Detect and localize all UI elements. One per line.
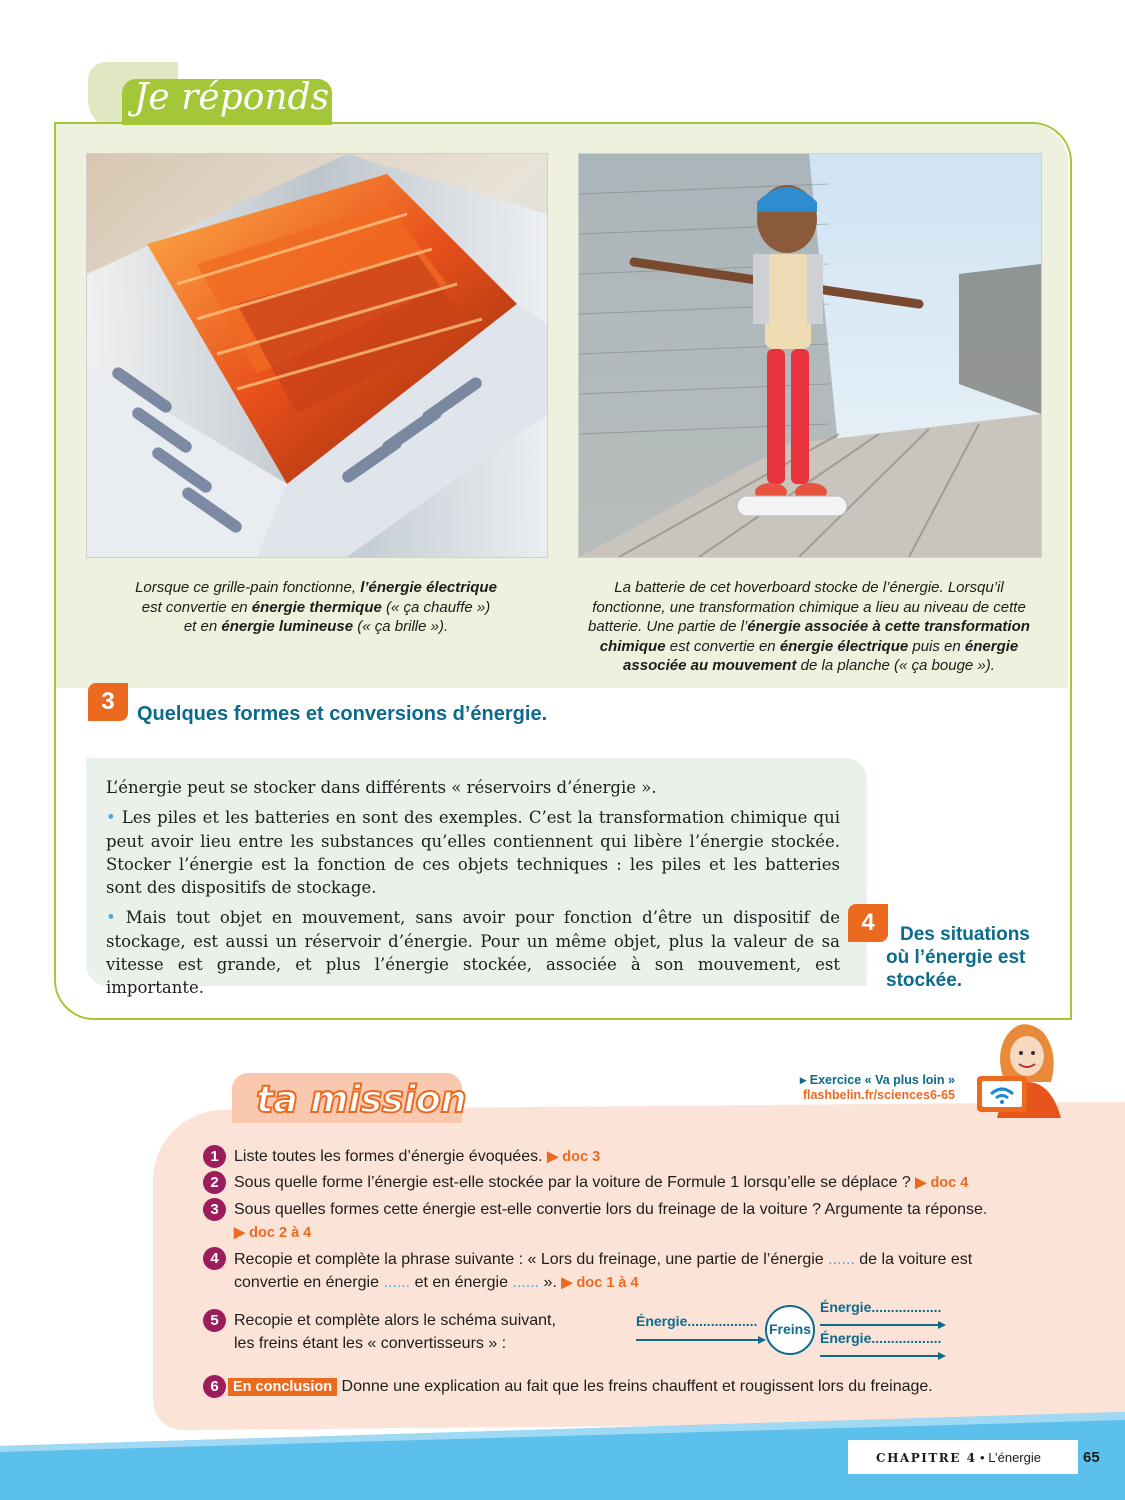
caption-emphasis: énergie lumineuse: [221, 618, 354, 635]
question-text: Sous quelles formes cette énergie est-elle convertie lors du freinage de la voiture ? Argumente ta réponse.: [234, 1201, 988, 1218]
question-4-number: 4: [203, 1247, 226, 1270]
doc-reference: ▶ doc 4: [915, 1175, 969, 1191]
question-text: et en énergie: [414, 1274, 508, 1291]
caption-text: est convertie en: [141, 598, 252, 616]
question-text: les freins étant les « convertisseurs » :: [234, 1335, 507, 1352]
caption-text: batterie. Une partie de l’: [588, 618, 748, 635]
diagram-label: Énergie: [820, 1299, 872, 1315]
question-text: Sous quelle forme l’énergie est-elle stockée par la voiture de Formule 1 lorsqu’elle se déplace ?: [234, 1174, 911, 1191]
diagram-output-2-label: [820, 1330, 941, 1346]
doc-4-title-line: où l’énergie est: [886, 947, 1026, 968]
doc-4-title-line: stockée.: [886, 970, 963, 991]
energy-diagram: [630, 1296, 960, 1368]
separator: •: [976, 1450, 989, 1465]
diagram-brakes-label: Freins: [768, 1321, 811, 1337]
chapter-label: CHAPITRE 4: [876, 1451, 977, 1465]
caption-text: de la planche (« ça bouge »).: [796, 657, 995, 674]
caption-emphasis: associée au mouvement: [623, 657, 797, 674]
doc-4-title-line: Des situations: [900, 924, 1030, 945]
caption-text: et en: [183, 618, 222, 635]
diagram-output-1-label: [820, 1299, 941, 1315]
doc-4-number: 4: [848, 904, 888, 942]
question-2: [234, 1171, 1054, 1195]
question-6: [228, 1375, 1058, 1399]
hoverboard-photo: [578, 153, 1042, 558]
caption-emphasis: énergie thermique: [251, 598, 382, 616]
blank-dots: ......: [383, 1274, 411, 1291]
question-text: Recopie et complète alors le schéma suivant,: [234, 1312, 556, 1329]
question-text: ».: [543, 1274, 557, 1291]
question-text: Recopie et complète la phrase suivante : « Lors du freinage, une partie de l’énergie: [234, 1251, 824, 1268]
blank-dots: ..................: [687, 1313, 758, 1329]
caption-text: (« ça brille »).: [353, 618, 449, 635]
caption-text: Lorsque ce grille-pain fonctionne,: [135, 579, 361, 596]
caption-emphasis: énergie électrique: [779, 637, 909, 655]
blank-dots: ......: [512, 1274, 540, 1291]
blank-dots: ......: [828, 1251, 855, 1268]
question-text: Liste toutes les formes d’énergie évoquées.: [234, 1148, 543, 1165]
caption-emphasis: énergie associée à cette transformation: [747, 618, 1030, 635]
question-1-number: 1: [203, 1145, 226, 1168]
question-2-number: 2: [203, 1171, 226, 1194]
question-5-number: 5: [203, 1309, 226, 1332]
conclusion-badge: En conclusion: [228, 1378, 337, 1396]
question-text: Donne une explication au fait que les freins chauffent et rougissent lors du freinage.: [341, 1378, 933, 1395]
caption-emphasis: énergie: [964, 637, 1019, 655]
doc-3-number: 3: [88, 683, 128, 721]
paragraph-text: Mais tout objet en mouvement, sans avoir pour fonction d’être un dispositif de stockage, est aussi un réservoir d’énergie. Pour un même objet, plus la valeur de sa vitesse est grande, et plus l’énergie stockée, associée à son mouvement, est importante.: [106, 908, 840, 998]
caption-text: puis en: [908, 637, 965, 655]
footer-chapter: [876, 1450, 1041, 1465]
caption-text: est convertie en: [665, 637, 780, 655]
blank-dots: ..................: [871, 1330, 942, 1346]
doc-reference: ▶ doc 3: [547, 1149, 601, 1165]
caption-emphasis: l’énergie électrique: [360, 579, 497, 596]
diagram-label: Énergie: [636, 1313, 688, 1329]
question-text: convertie en énergie: [234, 1274, 379, 1291]
caption-emphasis: chimique: [599, 637, 666, 655]
doc-reference: ▶ doc 1 à 4: [561, 1275, 639, 1291]
doc-3-paragraph-2: [106, 906, 840, 999]
hoverboard-caption: [572, 578, 1046, 676]
paragraph-text: Les piles et les batteries en sont des exemples. C’est la transformation chimique qui peut avoir lieu entre les substances qu’elles contiennent qui libère l’énergie stockée. Stocker l’énergie est la fonction de ces objets techniques : les piles et les batteries sont des dispositifs de stockage.: [106, 808, 840, 898]
chapter-topic: L’énergie: [988, 1450, 1041, 1465]
doc-4-title: [886, 923, 1030, 992]
toaster-caption: [86, 578, 546, 637]
question-4: [234, 1248, 1064, 1295]
diagram-input-label: [636, 1313, 757, 1329]
doc-3-title: Quelques formes et conversions d’énergie.: [137, 703, 548, 725]
diagram-label: Énergie: [820, 1330, 872, 1346]
question-1: [234, 1145, 1054, 1169]
caption-text: La batterie de cet hoverboard stocke de l’énergie. Lorsqu’il: [614, 579, 1004, 596]
doc-3-body: [106, 776, 840, 1000]
bullet-icon: •: [106, 808, 116, 828]
caption-text: fonctionne, une transformation chimique a lieu au niveau de cette: [592, 598, 1026, 616]
question-3: [234, 1198, 1064, 1245]
question-5: [234, 1309, 614, 1355]
doc-3-paragraph-1: [106, 806, 840, 899]
question-text: de la voiture est: [859, 1251, 973, 1268]
question-3-number: 3: [203, 1198, 226, 1221]
teacher-illustration-icon: [975, 1018, 1070, 1118]
mission-title: ta mission: [256, 1078, 467, 1121]
question-6-number: 6: [203, 1375, 226, 1398]
online-exercise-link[interactable]: [800, 1073, 955, 1103]
page-number: 65: [1083, 1449, 1100, 1466]
toaster-photo: [86, 153, 548, 558]
doc-3-intro: L’énergie peut se stocker dans différents « réservoirs d’énergie ».: [106, 778, 657, 797]
bullet-icon: •: [106, 908, 116, 928]
link-label[interactable]: ▸ Exercice « Va plus loin »: [800, 1073, 955, 1087]
caption-text: (« ça chauffe »): [381, 598, 491, 616]
blank-dots: ..................: [871, 1299, 942, 1315]
link-url[interactable]: flashbelin.fr/sciences6-65: [802, 1088, 955, 1102]
doc-reference: ▶ doc 2 à 4: [234, 1225, 312, 1241]
section-title: Je réponds: [134, 77, 330, 118]
